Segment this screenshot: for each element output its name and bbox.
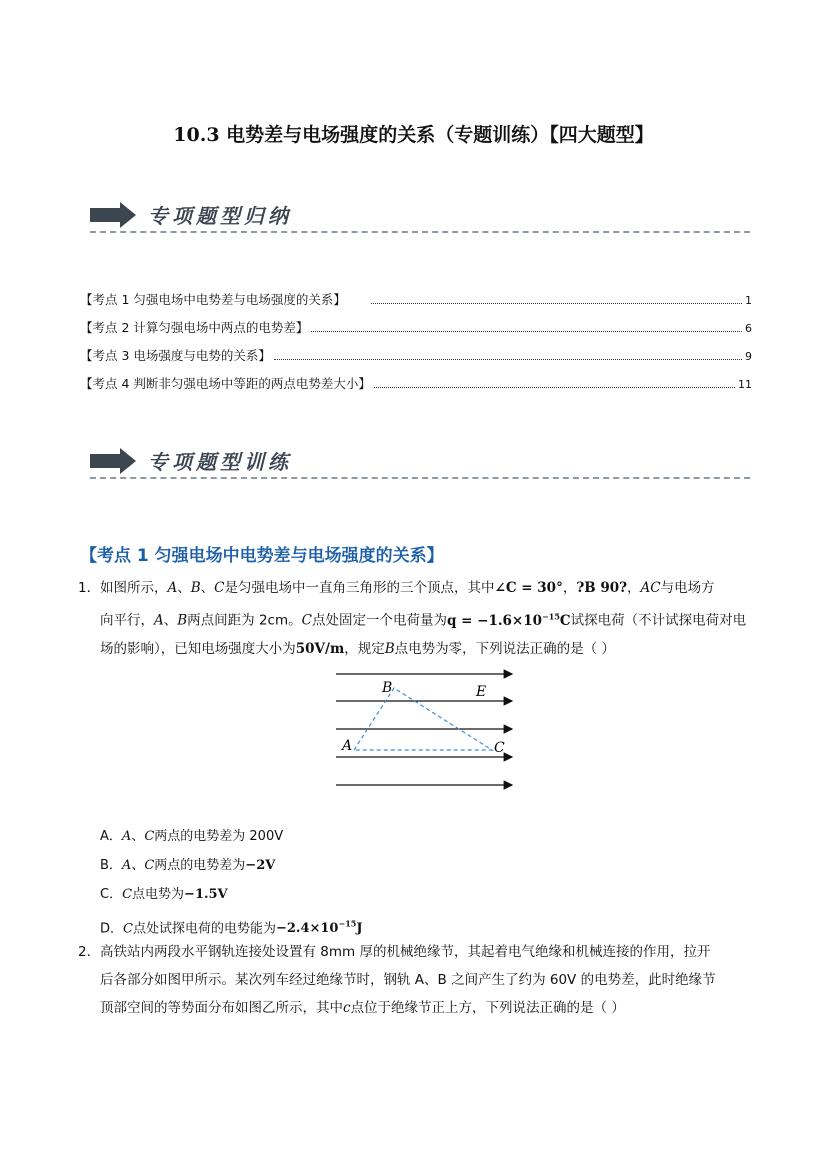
toc-label: 【考点 3 电场强度与电势的关系】 — [80, 348, 271, 363]
option-c[interactable]: C．C点电势为−1.5V — [100, 887, 228, 902]
question-line: 顶部空间的等势面分布如图乙所示，其中c点位于绝缘节正上方，下列说法正确的是（ ） — [100, 1000, 625, 1016]
toc-page: 11 — [738, 378, 752, 391]
question-line: 后各部分如图甲所示。某次列车经过绝缘节时，钢轨 A、B 之间产生了约为 60V 的电势差，此时绝缘节 — [100, 972, 716, 988]
label-e: E — [476, 684, 487, 700]
question-number: 1． — [78, 580, 101, 596]
banner-text: 专项题型归纳 — [148, 204, 292, 228]
toc-item-2[interactable] — [80, 318, 752, 338]
label-c: C — [494, 740, 505, 756]
divider — [90, 477, 750, 479]
arrow-icon — [90, 202, 138, 228]
question-line: 向平行，A、B两点间距为 2cm。C点处固定一个电荷量为$q = -1.6\times 10^{-15}C$试探电荷（不计试探电荷对电 — [100, 611, 747, 629]
arrow-icon — [90, 448, 138, 474]
page-title: 10.3 电势差与电场强度的关系（专题训练）【四大题型】 — [173, 124, 654, 146]
toc-item-3[interactable] — [80, 346, 752, 366]
option-b[interactable]: B．A、C两点的电势差为−2V — [100, 858, 276, 873]
charge-value: $q = -1.6\times 10^{-15}C$ — [446, 611, 571, 629]
field-diagram — [330, 664, 520, 794]
section-heading: 【考点 1 匀强电场中电势差与电场强度的关系】 — [80, 546, 444, 566]
section-banner-training — [90, 444, 750, 484]
toc-label: 【考点 2 计算匀强电场中两点的电势差】 — [80, 320, 309, 335]
question-2-body — [78, 938, 758, 1022]
angle-c: ∠C = 30° — [494, 580, 563, 596]
question-1 — [78, 574, 758, 663]
label-a: A — [342, 738, 353, 754]
question-line: 高铁站内两段水平钢轨连接处设置有 8mm 厚的机械绝缘节，其起着电气绝缘和机械连接的作用，拉开 — [100, 944, 711, 960]
question-line: 如图所示，A、B、C是匀强电场中一直角三角形的三个顶点，其中∠C = 30°，?B 90?，AC与电场方 — [100, 580, 715, 596]
toc-page: 6 — [745, 322, 752, 335]
toc-leader — [274, 358, 742, 360]
option-d[interactable]: D．C点处试探电荷的电势能为$-2.4\times 10^{-15}J$ — [100, 919, 363, 937]
question-2 — [78, 912, 758, 940]
toc-item-4[interactable] — [80, 374, 752, 394]
toc-label: 【考点 1 匀强电场中电势差与电场强度的关系】 — [80, 292, 346, 307]
divider — [90, 231, 750, 233]
angle-b: ?B 90? — [576, 580, 628, 596]
toc-page: 9 — [745, 350, 752, 363]
triangle-abc — [354, 688, 492, 750]
toc-leader — [374, 386, 735, 388]
toc-label: 【考点 4 判断非匀强电场中等距的两点电势差大小】 — [80, 376, 371, 391]
toc-leader — [371, 302, 742, 304]
question-number: 2． — [78, 944, 101, 960]
toc-page: 1 — [745, 294, 752, 307]
toc-item-1[interactable] — [80, 290, 752, 310]
label-b: B — [382, 680, 393, 696]
toc-leader — [311, 330, 742, 332]
banner-text: 专项题型训练 — [148, 450, 292, 474]
field-strength: 50V/m — [295, 640, 345, 657]
option-a[interactable]: A．A、C两点的电势差为 200V — [100, 829, 284, 844]
question-line: 场的影响），已知电场强度大小为50V/m，规定B点电势为零，下列说法正确的是（ ） — [100, 640, 615, 657]
section-banner-summary — [90, 198, 750, 238]
